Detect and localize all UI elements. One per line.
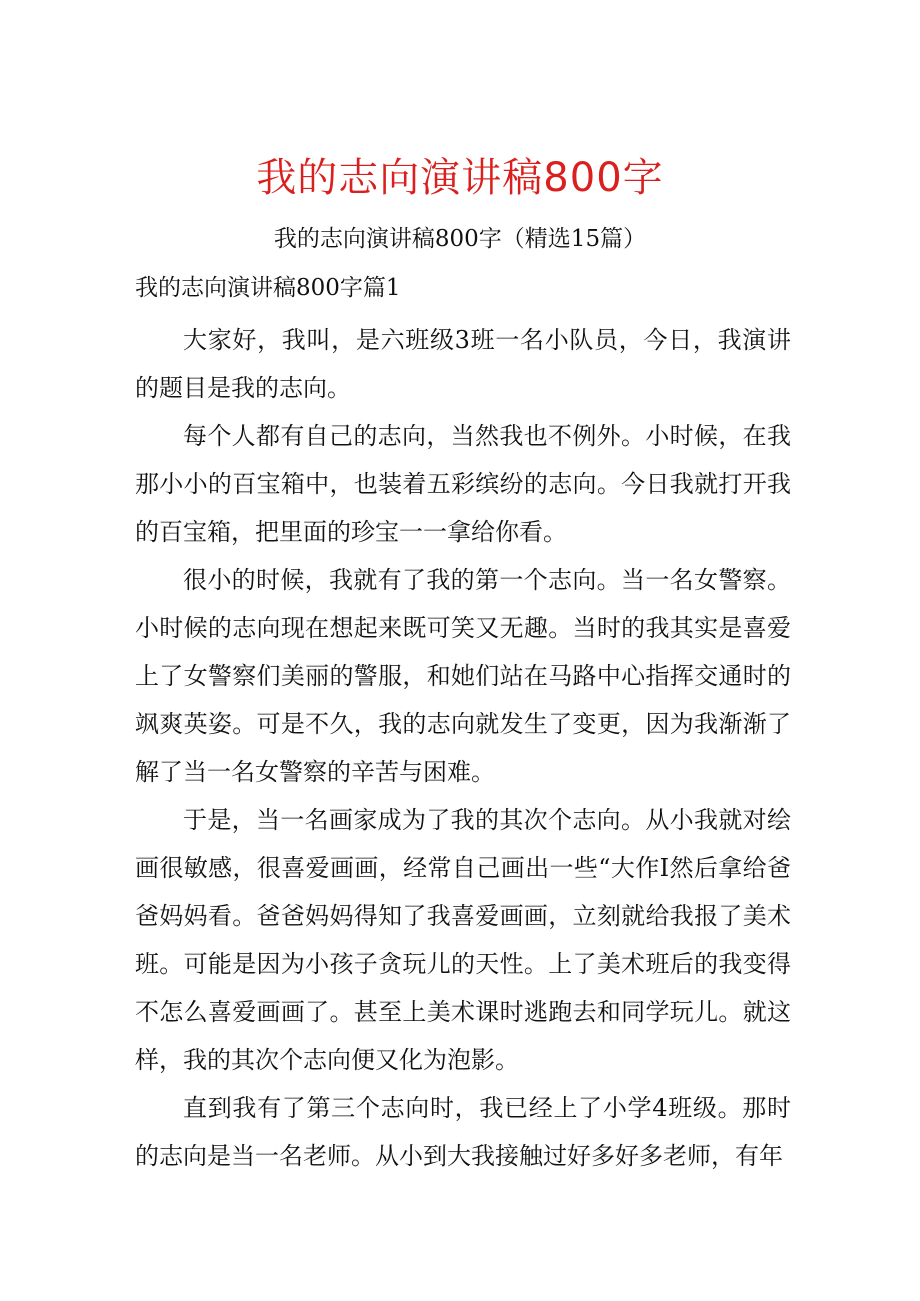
paragraph: 每个人都有自己的志向，当然我也不例外。小时候，在我那小小的百宝箱中，也装着五彩缤纷的志向。今日我就打开我的百宝箱，把里面的珍宝一一拿给你看。 [135, 422, 791, 546]
document-title: 我的志向演讲稿800字 [256, 155, 664, 201]
section-heading: 我的志向演讲稿800字篇1 [135, 275, 401, 301]
body-text [135, 316, 791, 1180]
paragraph: 很小的时候，我就有了我的第一个志向。当一名女警察。小时候的志向现在想起来既可笑又无趣。当时的我其实是喜爱上了女警察们美丽的警服，和她们站在马路中心指挥交通时的飒爽英姿。可是不久，我的志向就发生了变更，因为我渐渐了解了当一名女警察的辛苦与困难。 [135, 566, 791, 786]
paragraph: 大家好，我叫，是六班级3班一名小队员，今日，我演讲的题目是我的志向。 [135, 326, 791, 402]
paragraph: 于是，当一名画家成为了我的其次个志向。从小我就对绘画很敏感，很喜爱画画，经常自己画出一些“大作I然后拿给爸爸妈妈看。爸爸妈妈得知了我喜爱画画，立刻就给我报了美术班。可能是因为小孩子贪玩儿的天性。上了美术班后的我变得不怎么喜爱画画了。甚至上美术课时逃跑去和同学玩儿。就这样，我的其次个志向便又化为泡影。 [135, 806, 791, 1074]
document-subtitle: 我的志向演讲稿800字（精选15篇） [273, 226, 647, 252]
paragraph: 直到我有了第三个志向时，我已经上了小学4班级。那时的志向是当一名老师。从小到大我接触过好多好多老师，有年 [135, 1094, 791, 1170]
